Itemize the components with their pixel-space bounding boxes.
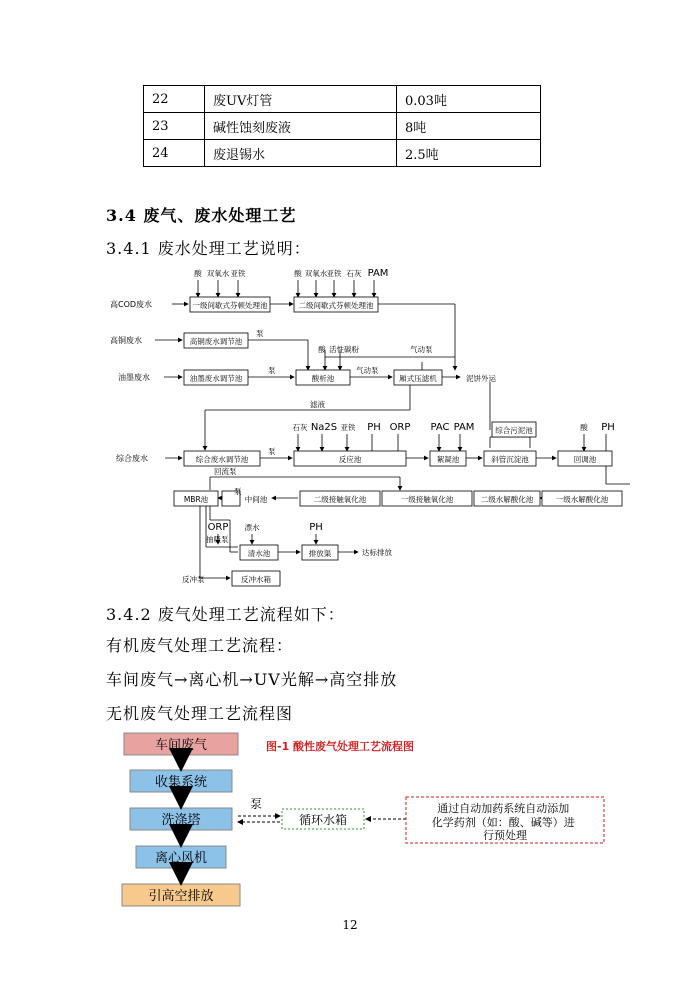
table-row bbox=[144, 113, 541, 140]
chem-clear-1: 漂水 bbox=[244, 523, 260, 532]
tank-hydro1: 一级水解酸化池 bbox=[555, 495, 609, 504]
cell-name: 废退锡水 bbox=[205, 140, 397, 167]
step-3: 离心风机 bbox=[154, 851, 208, 866]
tank-drain: 排放渠 bbox=[308, 549, 332, 558]
chem-floc-0: PAC bbox=[430, 422, 450, 433]
tank-mix-adjust: 综合废水调节池 bbox=[195, 455, 249, 464]
tank-sludge: 综合污泥池 bbox=[495, 426, 533, 435]
step-4: 引高空排放 bbox=[148, 889, 214, 904]
input-mix: 综合废水 bbox=[116, 454, 148, 463]
label-pump3: 泵 bbox=[268, 447, 276, 456]
table-row bbox=[144, 140, 541, 167]
inorganic-title: 无机废气处理工艺流程图 bbox=[106, 704, 294, 723]
filter-press: 厢式压滤机 bbox=[399, 374, 437, 383]
subsection-air: 3.4.2 废气处理工艺流程如下： bbox=[106, 605, 345, 624]
label-pump4: 泵 bbox=[234, 487, 242, 496]
label-sludge-out: 泥饼外运 bbox=[466, 374, 496, 383]
cell-name: 碱性蚀刻废液 bbox=[205, 113, 397, 140]
input-cod: 高COD废水 bbox=[110, 300, 153, 309]
tank-cu-adjust: 高铜废水调节池 bbox=[189, 337, 243, 346]
chem-react-2: 亚铁 bbox=[340, 423, 356, 432]
chem-f2-4: PAM bbox=[367, 268, 389, 279]
label-filtrate: 滤液 bbox=[310, 400, 325, 409]
chem-f2-2: 亚铁 bbox=[326, 269, 342, 278]
chem-adjust-0: 酸 bbox=[580, 423, 588, 432]
label-air-pump: 气动泵 bbox=[410, 345, 433, 354]
tank-clear: 清水池 bbox=[247, 549, 271, 558]
cell-qty: 2.5吨 bbox=[397, 140, 541, 167]
chem-adjust-1: PH bbox=[601, 422, 615, 433]
cell-no: 22 bbox=[144, 86, 205, 113]
label-suction: 抽吸泵 bbox=[206, 535, 229, 544]
tank-ink-adjust: 油墨废水调节池 bbox=[189, 374, 243, 383]
chem-react-4: ORP bbox=[389, 422, 411, 433]
note-text: 通过自动加药系统自动添加 化学药剂（如：酸、碱等）进 行预处理 bbox=[431, 802, 575, 842]
tank-contact1: 一级接触氧化池 bbox=[400, 495, 454, 504]
acid-gas-process-diagram bbox=[118, 730, 613, 910]
step-1: 收集系统 bbox=[154, 775, 208, 790]
figure-title: 图-1 酸性废气处理工艺流程图 bbox=[266, 740, 415, 753]
step-0: 车间废气 bbox=[154, 738, 208, 753]
chem-f2-3: 石灰 bbox=[346, 269, 362, 278]
organic-title: 有机废气处理工艺流程： bbox=[106, 636, 294, 655]
label-backflush: 反冲泵 bbox=[182, 575, 205, 584]
step-2: 洗涤塔 bbox=[161, 813, 201, 828]
tank-backflush: 反冲水箱 bbox=[241, 575, 271, 584]
input-cu: 高铜废水 bbox=[110, 336, 142, 345]
tank-react: 反应池 bbox=[338, 455, 362, 464]
cell-no: 23 bbox=[144, 113, 205, 140]
section-title: 3.4 废气、废水处理工艺 bbox=[106, 206, 297, 225]
chem-react-1: Na2S bbox=[310, 422, 338, 433]
chem-f2-0: 酸 bbox=[294, 269, 302, 278]
cell-qty: 0.03吨 bbox=[397, 86, 541, 113]
page-number: 12 bbox=[342, 918, 358, 932]
chem-f2-1: 双氧水 bbox=[304, 269, 328, 278]
chem-acid-0: 酸 bbox=[318, 345, 326, 354]
tank-acid: 酸析池 bbox=[311, 374, 335, 383]
chem-react-0: 石灰 bbox=[292, 423, 308, 432]
wastewater-process-diagram bbox=[110, 262, 630, 592]
tank-floc: 絮凝池 bbox=[436, 455, 460, 464]
chem-react-3: PH bbox=[367, 422, 381, 433]
tank-mbr: MBR池 bbox=[183, 495, 209, 504]
label-pump2: 泵 bbox=[268, 366, 276, 375]
organic-flow: 车间废气→离心机→UV光解→高空排放 bbox=[106, 670, 398, 689]
tank-hydro2: 二级水解酸化池 bbox=[480, 495, 534, 504]
table-row bbox=[144, 86, 541, 113]
label-gas-pump: 气动泵 bbox=[356, 366, 379, 375]
input-ink: 油墨废水 bbox=[118, 373, 150, 382]
circulating-tank: 循环水箱 bbox=[298, 813, 348, 827]
waste-table bbox=[143, 85, 541, 167]
tank-incline: 斜管沉淀池 bbox=[491, 455, 529, 464]
subsection-wastewater: 3.4.1 废水处理工艺说明： bbox=[106, 239, 311, 258]
cell-qty: 8吨 bbox=[397, 113, 541, 140]
chem-f1-1: 双氧水 bbox=[206, 269, 230, 278]
tank-fenton1: 一级间歇式芬顿处理池 bbox=[192, 301, 268, 310]
chem-clear-0: ORP bbox=[207, 522, 229, 533]
tank-fenton2: 二级间歇式芬顿处理池 bbox=[298, 301, 374, 310]
tank-adjust: 回调池 bbox=[573, 455, 597, 464]
label-pump1: 泵 bbox=[256, 329, 264, 338]
tank-mid: 中间池 bbox=[244, 495, 268, 504]
tank-contact2: 二级接触氧化池 bbox=[313, 495, 367, 504]
chem-floc-1: PAM bbox=[453, 422, 475, 433]
air-pump-label: 泵 bbox=[250, 797, 263, 811]
chem-f1-2: 亚铁 bbox=[230, 269, 246, 278]
chem-drain-0: PH bbox=[309, 522, 323, 533]
cell-name: 废UV灯管 bbox=[205, 86, 397, 113]
chem-f1-0: 酸 bbox=[194, 269, 202, 278]
cell-no: 24 bbox=[144, 140, 205, 167]
label-discharge: 达标排放 bbox=[362, 548, 392, 557]
chem-acid-1: 活性碳粉 bbox=[329, 345, 359, 354]
label-return-pump: 回流泵 bbox=[214, 467, 237, 476]
